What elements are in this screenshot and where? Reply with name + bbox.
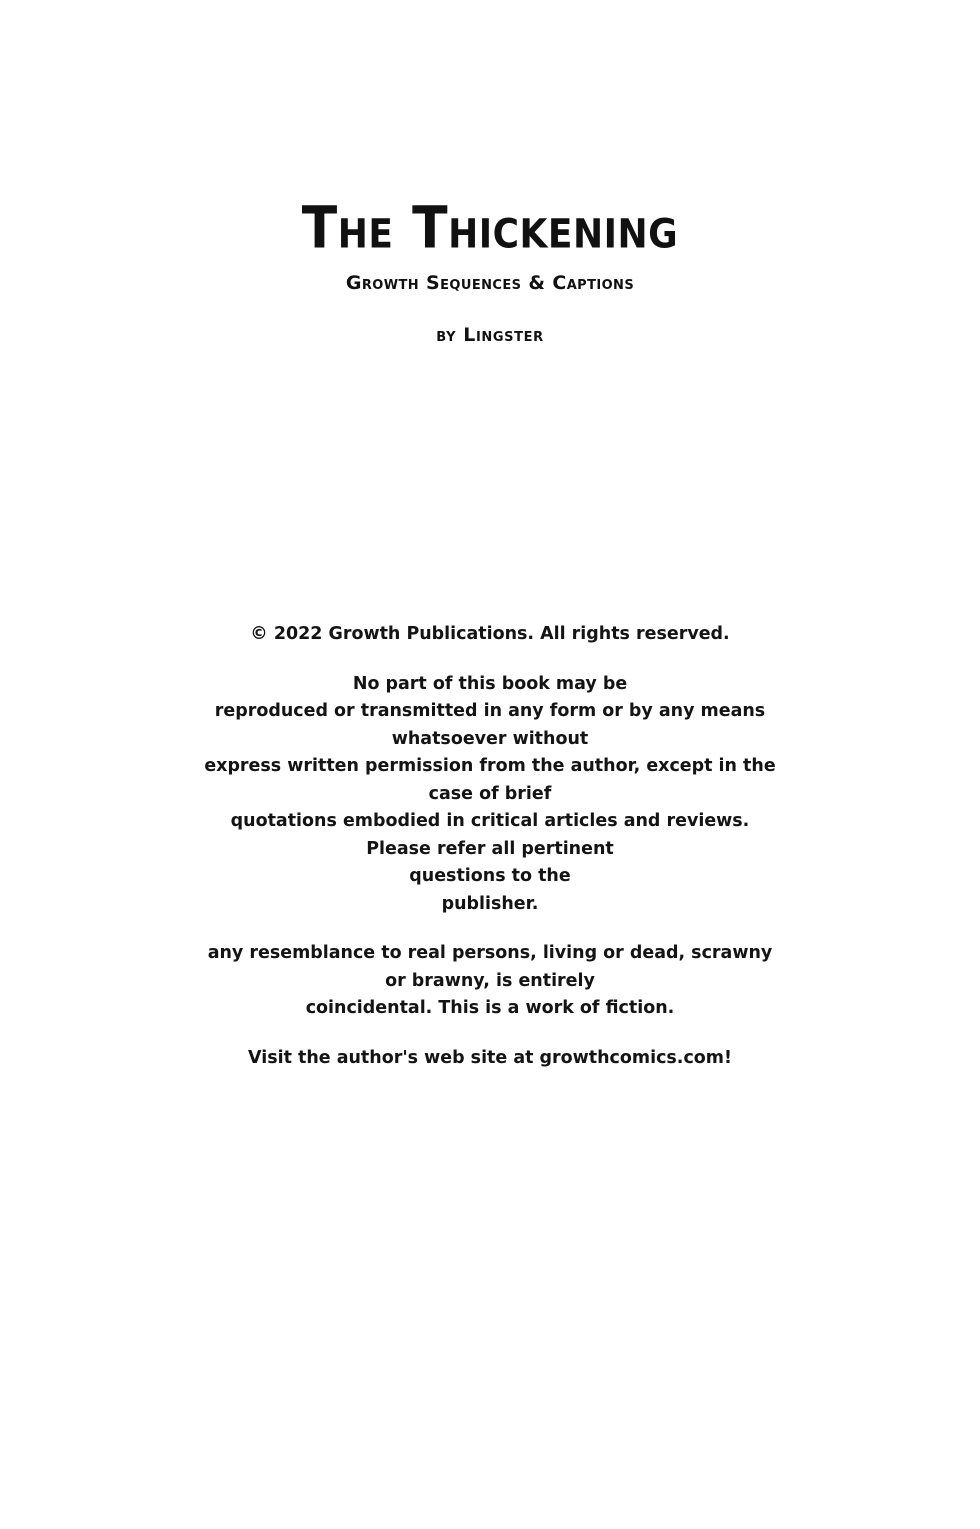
copyright-notice: © 2022 Growth Publications. All rights reserved. — [250, 623, 730, 644]
disclaimer-line: any resemblance to real persons, living or dead, scrawny or brawny, is entirely — [207, 942, 773, 991]
rights-line: reproduced or transmitted in any form or by any means whatsoever without — [214, 700, 766, 749]
rights-line: express written permission from the author, except in the case of brief — [204, 755, 776, 804]
rights-paragraph — [0, 670, 980, 918]
legal-block — [0, 620, 980, 1071]
rights-line: publisher. — [441, 892, 539, 914]
website-note: Visit the author's web site at growthcomics.com! — [248, 1046, 732, 1068]
fiction-disclaimer — [0, 939, 980, 1022]
rights-line: No part of this book may be — [352, 672, 628, 694]
rights-line: questions to the — [409, 865, 571, 886]
page-subtitle: Growth Sequences & Captions — [345, 272, 635, 294]
rights-line: quotations embodied in critical articles and reviews. Please refer all pertinent — [230, 810, 750, 859]
title-block — [0, 196, 980, 346]
disclaimer-line: coincidental. This is a work of fiction. — [305, 997, 675, 1018]
author-byline: by Lingster — [436, 324, 544, 346]
page-title: The Thickening — [301, 194, 679, 263]
